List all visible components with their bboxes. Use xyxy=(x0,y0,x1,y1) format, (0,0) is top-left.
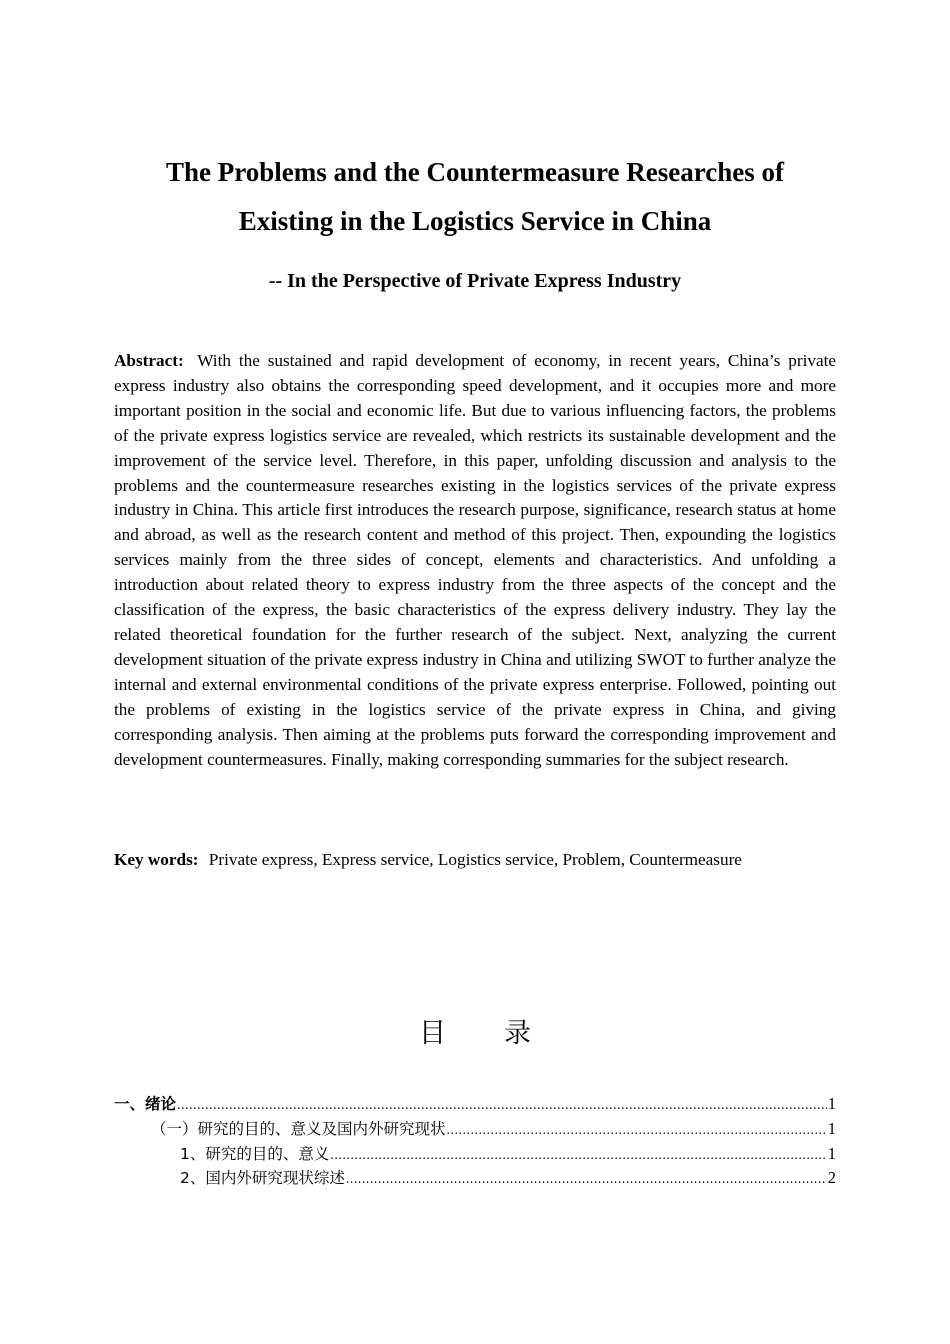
paper-title-line-1: The Problems and the Countermeasure Researches of xyxy=(166,157,784,187)
toc-entry-page: 2 xyxy=(827,1168,836,1188)
keywords-label: Key words: xyxy=(114,850,199,869)
abstract-text: With the sustained and rapid development of economy, in recent years, China’s private express industry also obtains the corresponding speed development, and it occupies more and more important position in the social and economic life. But due to various influencing factors, the problems of the private express logistics service are revealed, which restricts its sustainable development and the improvement of the service level. Therefore, in this paper, unfolding discussion and analysis to the problems and the countermeasure researches existing in the logistics services of the private express industry in China. This article first introduces the research purpose, significance, research status at home and abroad, as well as the research content and method of this project. Then, expounding the logistics services mainly from the three sides of concept, elements and characteristics. And unfolding a introduction about related theory to express industry from the three aspects of the concept and the classification of the express, the basic characteristics of the express delivery industry. They lay the related theoretical foundation for the further research of the subject. Next, analyzing the current development situation of the private express industry in China and utilizing SWOT to further analyze the internal and external environmental conditions of the private express enterprise. Followed, pointing out the problems of existing in the logistics service of the private express in China, and giving corresponding analysis. Then aiming at the problems puts forward the corresponding improvement and development countermeasures. Finally, making corresponding summaries for the subject research. xyxy=(114,351,836,769)
toc-entry[interactable] xyxy=(114,1142,836,1167)
paper-title xyxy=(100,148,850,246)
paper-title-line-2: Existing in the Logistics Service in China xyxy=(238,206,712,236)
toc-entry[interactable] xyxy=(114,1166,836,1191)
paper-subtitle: -- In the Perspective of Private Express Industry xyxy=(268,270,682,292)
abstract-paragraph xyxy=(114,349,836,772)
toc-entry[interactable] xyxy=(114,1117,836,1142)
toc-entry-text: 2、国内外研究现状综述 xyxy=(180,1169,345,1188)
keywords-line xyxy=(114,848,854,873)
toc-title: 目录 xyxy=(419,1018,589,1049)
keywords-text: Private express, Express service, Logistics service, Problem, Countermeasure xyxy=(208,850,742,869)
table-of-contents xyxy=(114,1092,836,1191)
toc-entry-text: （一）研究的目的、意义及国内外研究现状 xyxy=(151,1119,446,1138)
toc-leader-dots xyxy=(346,1168,827,1193)
toc-entry-page: 1 xyxy=(827,1143,836,1163)
toc-leader-dots xyxy=(330,1144,826,1169)
toc-leader-dots xyxy=(177,1094,827,1119)
abstract-label: Abstract: xyxy=(114,351,184,370)
toc-entry-page: 1 xyxy=(827,1094,836,1113)
toc-leader-dots xyxy=(447,1119,827,1144)
toc-entry[interactable] xyxy=(114,1092,836,1117)
toc-entry-text: 1、研究的目的、意义 xyxy=(180,1144,330,1163)
toc-entry-text: 一、绪论 xyxy=(114,1095,177,1113)
toc-entry-page: 1 xyxy=(827,1118,836,1138)
